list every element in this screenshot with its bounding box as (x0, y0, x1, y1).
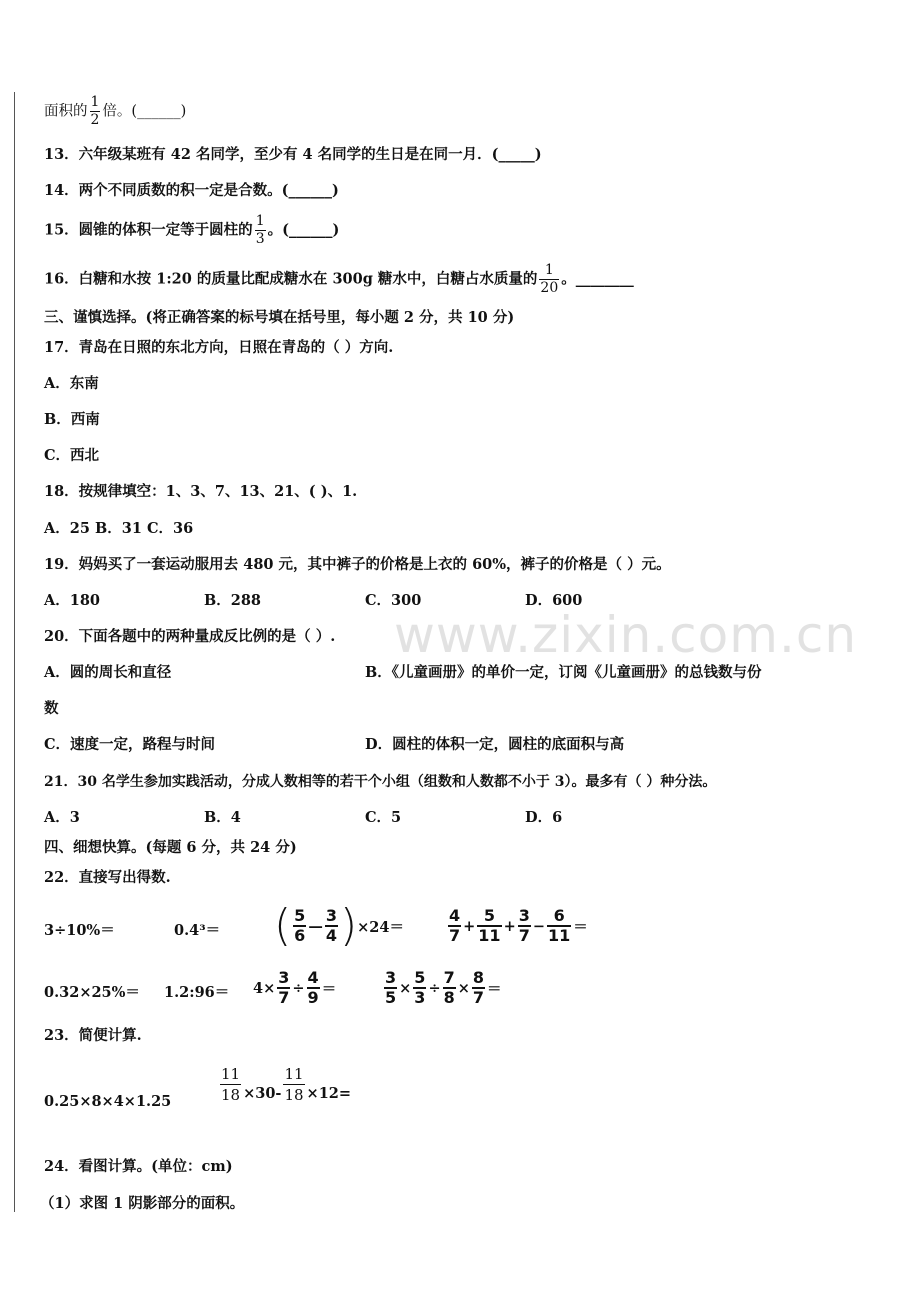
q20-option-c: C．速度一定，路程与时间 (44, 736, 216, 753)
q21-option-c: C．5 (365, 809, 402, 826)
q22-e7-frac-2 (307, 969, 320, 1007)
q15-frac-den: 3 (255, 231, 265, 247)
q22-e3-tail: ×24＝ (357, 918, 404, 936)
divide-symbol: ÷ (428, 979, 441, 997)
q22-e3-b-den: 4 (325, 926, 337, 945)
q16-fraction (539, 262, 559, 297)
q22-e3-frac-a (293, 907, 306, 945)
q22-e8-f2-num: 5 (414, 968, 426, 987)
equals-symbol: ＝ (573, 918, 588, 936)
q22-e4-frac-3 (518, 907, 531, 945)
q23-expr-2 (218, 1064, 351, 1105)
q22-e7-frac-1 (277, 969, 290, 1007)
q22-expr-7 (253, 969, 336, 1007)
q16-text-pre: 16．白糖和水按 1:20 的质量比配成糖水在 300g 糖水中，白糖占水质量的 (44, 270, 538, 288)
q22-e7-f2-num: 4 (307, 968, 319, 987)
q17-option-a: A．东南 (44, 375, 99, 392)
q22-e4-f4-den: 11 (548, 926, 571, 945)
q20-stem: 20．下面各题中的两种量成反比例的是（ ）. (44, 628, 336, 645)
q19-option-b: B．288 (204, 592, 262, 609)
q12-frac-den: 2 (90, 112, 100, 128)
divide-symbol: ÷ (292, 979, 305, 997)
q16-frac-num: 1 (544, 262, 554, 278)
q23-stem: 23．简便计算. (44, 1027, 142, 1044)
q22-e4-frac-4 (547, 907, 571, 945)
section3-heading: 三、谨慎选择。(将正确答案的标号填在括号里，每小题 2 分，共 10 分) (44, 309, 515, 326)
multiply-symbol: × (399, 979, 412, 997)
q22-e8-frac-1 (384, 969, 397, 1007)
margin-rule (14, 92, 15, 1212)
q24-stem: 24．看图计算。(单位：cm) (44, 1158, 233, 1175)
q22-expr-5: 0.32×25%＝ (44, 984, 140, 1001)
q22-e4-f3-den: 7 (518, 926, 530, 945)
q12-text-post: 倍。(______) (102, 103, 187, 120)
q22-e7-f1-num: 3 (278, 968, 290, 987)
equals-symbol: ＝ (487, 980, 502, 998)
q19-stem: 19．妈妈买了一套运动服用去 480 元，其中裤子的价格是上衣的 60%，裤子的价格是（ ）元。 (44, 556, 671, 573)
multiply-symbol: × (457, 979, 470, 997)
left-paren-symbol: ( (274, 900, 292, 951)
q22-e3-b-num: 3 (325, 906, 337, 925)
q22-expr-8 (382, 969, 502, 1007)
q16 (44, 262, 634, 297)
q22-e8-f1-den: 5 (385, 988, 397, 1007)
q22-e3-a-num: 5 (294, 906, 306, 925)
q13: 13．六年级某班有 42 名同学，至少有 4 名同学的生日是在同一月．(_____) (44, 146, 542, 163)
q14: 14．两个不同质数的积一定是合数。(______) (44, 182, 339, 199)
q23-e2-frac-2 (283, 1064, 304, 1105)
q15-text-pre: 15．圆锥的体积一定等于圆柱的 (44, 221, 253, 239)
q17-option-b: B．西南 (44, 411, 100, 428)
q20-option-d: D．圆柱的体积一定，圆柱的底面积与高 (365, 736, 625, 753)
plus-symbol: + (503, 917, 516, 935)
q22-e4-f4-num: 6 (553, 906, 565, 925)
q20-option-b: B．《儿童画册》的单价一定，订阅《儿童画册》的总钱数与份 (365, 664, 762, 681)
q22-e7-f1-den: 7 (278, 988, 290, 1007)
q23-e2-f1-den: 18 (221, 1086, 241, 1104)
q22-expr-6: 1.2:96＝ (164, 984, 230, 1001)
q15-frac-num: 1 (255, 213, 265, 229)
q22-e4-frac-1 (448, 907, 461, 945)
section4-heading: 四、细想快算。(每题 6 分，共 24 分) (44, 839, 297, 856)
q15-fraction (255, 213, 266, 248)
q23-e2-tail: ×12= (306, 1085, 352, 1102)
q23-e2-mid: ×30- (243, 1085, 282, 1102)
q17-stem: 17．青岛在日照的东北方向，日照在青岛的（ ）方向. (44, 339, 394, 356)
q22-e8-frac-2 (413, 969, 426, 1007)
q20-option-a: A．圆的周长和直径 (44, 664, 172, 681)
q22-e8-frac-3 (443, 969, 456, 1007)
q22-e8-f4-num: 8 (472, 968, 485, 987)
q15 (44, 213, 339, 248)
q12-fraction (90, 94, 101, 129)
q22-e4-f3-num: 3 (518, 906, 530, 925)
q19-option-c: C．300 (365, 592, 422, 609)
q19-option-d: D．600 (525, 592, 583, 609)
q18-stem: 18．按规律填空：1、3、7、13、21、( )、1. (44, 483, 358, 500)
watermark: www.zixin.com.cn (394, 606, 858, 664)
q22-e8-frac-4 (472, 969, 485, 1007)
q21-option-a: A．3 (44, 809, 80, 826)
plus-symbol: + (463, 917, 476, 935)
q22-e4-f2-den: 11 (478, 926, 501, 945)
q22-stem: 22．直接写出得数. (44, 869, 171, 886)
q23-e2-frac-1 (220, 1064, 241, 1105)
q22-e8-f3-num: 7 (443, 968, 455, 987)
q12-frac-num: 1 (90, 94, 100, 110)
q12-tail (44, 94, 186, 129)
q22-e7-f2-den: 9 (307, 988, 319, 1007)
q24-sub1: （1）求图 1 阴影部分的面积。 (40, 1195, 245, 1212)
q23-e2-f1-num: 11 (221, 1065, 241, 1083)
q19-option-a: A．180 (44, 592, 101, 609)
q22-e8-f1-num: 3 (385, 968, 397, 987)
q22-expr-2: 0.4³＝ (174, 922, 221, 939)
q22-e8-f4-den: 7 (472, 988, 485, 1007)
q22-e4-f2-num: 5 (483, 906, 495, 925)
q22-expr-3 (274, 900, 404, 951)
right-paren-symbol: ) (339, 900, 358, 951)
equals-symbol: ＝ (321, 980, 337, 998)
q17-option-c: C．西北 (44, 447, 100, 464)
q21-option-b: B．4 (204, 809, 241, 826)
q21-option-d: D．6 (525, 809, 563, 826)
q21-stem: 21．30 名学生参加实践活动，分成人数相等的若干个小组（组数和人数都不小于 3）。最多有（ ）种分法。 (44, 774, 717, 790)
minus-symbol: — (308, 917, 323, 935)
q16-text-post: 。________ (561, 270, 634, 288)
q20-option-b-continued: 数 (44, 700, 59, 717)
q22-e4-frac-2 (477, 907, 501, 945)
minus-symbol: − (532, 917, 546, 935)
q22-e3-a-den: 6 (294, 926, 306, 945)
q12-text-pre: 面积的 (44, 103, 88, 120)
q22-expr-4 (446, 907, 588, 945)
q23-e2-f2-num: 11 (284, 1065, 304, 1083)
q18-options: A．25 B．31 C．36 (44, 520, 194, 537)
q22-e4-f1-den: 7 (449, 926, 461, 945)
q22-e8-f2-den: 3 (414, 988, 426, 1007)
q22-e7-pre: 4× (253, 979, 276, 997)
q22-e4-f1-num: 4 (449, 906, 461, 925)
q22-e8-f3-den: 8 (443, 988, 455, 1007)
q23-expr-1: 0.25×8×4×1.25 (44, 1093, 172, 1110)
q15-text-post: 。(______) (267, 221, 340, 239)
q22-expr-1: 3÷10%＝ (44, 922, 115, 939)
q22-e3-frac-b (325, 907, 338, 945)
q16-frac-den: 20 (540, 280, 559, 296)
q23-e2-f2-den: 18 (284, 1086, 304, 1104)
